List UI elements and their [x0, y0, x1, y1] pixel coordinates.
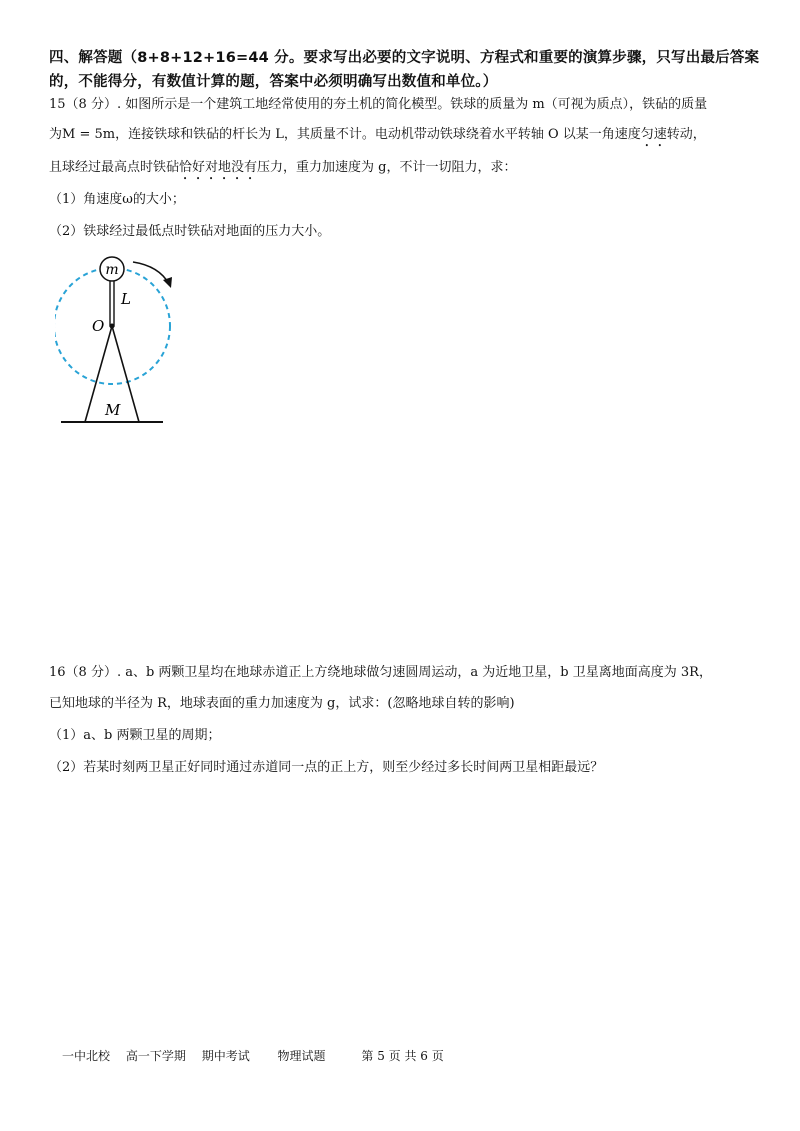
q15-emphasis-uniform: 匀速 — [640, 127, 667, 142]
arrow-head-icon — [163, 277, 172, 288]
label-O: O — [92, 317, 105, 335]
label-m: m — [105, 262, 119, 278]
footer-subject: 物理试题 — [277, 1049, 326, 1063]
q15-line-3-text: 且球经过最高点时铁砧 — [49, 160, 180, 175]
q15-line-2-text: 为M = 5m，连接铁球和铁砧的杆长为 L，其质量不计。电动机带动铁球绕着水平转轴 O 以某一角速度 — [49, 127, 641, 142]
section-title: 四、解答题（8+8+12+16=44 分。要求写出必要的文字说明、方程式和重要的演算步骤，只写出最后答案的，不能得分，有数值计算的题，答案中必须明确写出数值和单位。） — [49, 50, 760, 90]
footer-exam: 期中考试 — [201, 1049, 250, 1063]
page-footer — [62, 1047, 456, 1065]
label-M: M — [105, 401, 121, 419]
tamper-machine-figure — [55, 252, 185, 432]
q15-emphasis-no-pressure: 恰好对地没有 — [179, 160, 258, 175]
q15-line-2-end: 转动， — [666, 127, 706, 142]
axis-O-dot — [110, 324, 115, 329]
rotation-arrow-icon — [133, 262, 169, 284]
footer-school: 一中北校 — [62, 1049, 111, 1063]
q15-line-3 — [49, 158, 517, 183]
q16-line-2: 已知地球的半径为 R，地球表面的重力加速度为 g，试求：(忽略地球自转的影响) — [49, 696, 515, 711]
q16-line-1: 16（8 分）. a、b 两颗卫星均在地球赤道正上方绕地球做匀速圆周运动，a 为近地卫星，b 卫星离地面高度为 3R， — [49, 665, 712, 680]
label-L: L — [121, 290, 131, 308]
q15-line-3-end: 压力，重力加速度为 g，不计一切阻力，求： — [257, 160, 517, 175]
q15-line-1: 15（8 分）. 如图所示是一个建筑工地经常使用的夯土机的简化模型。铁球的质量为 m（可视为质点），铁砧的质量 — [49, 97, 708, 112]
q15-sub-question-2: （2）铁球经过最低点时铁砧对地面的压力大小。 — [49, 224, 331, 239]
q15-sub-question-1: （1）角速度ω的大小； — [49, 192, 185, 207]
q15-line-2 — [49, 125, 706, 150]
footer-grade: 高一下学期 — [125, 1049, 186, 1063]
footer-page-number: 第 5 页 共 6 页 — [361, 1049, 444, 1063]
q16-sub-question-2: （2）若某时刻两卫星正好同时通过赤道同一点的正上方，则至少经过多长时间两卫星相距最远？ — [49, 760, 604, 775]
rod — [110, 280, 114, 326]
q16-sub-question-1: （1）a、b 两颗卫星的周期； — [49, 728, 221, 743]
